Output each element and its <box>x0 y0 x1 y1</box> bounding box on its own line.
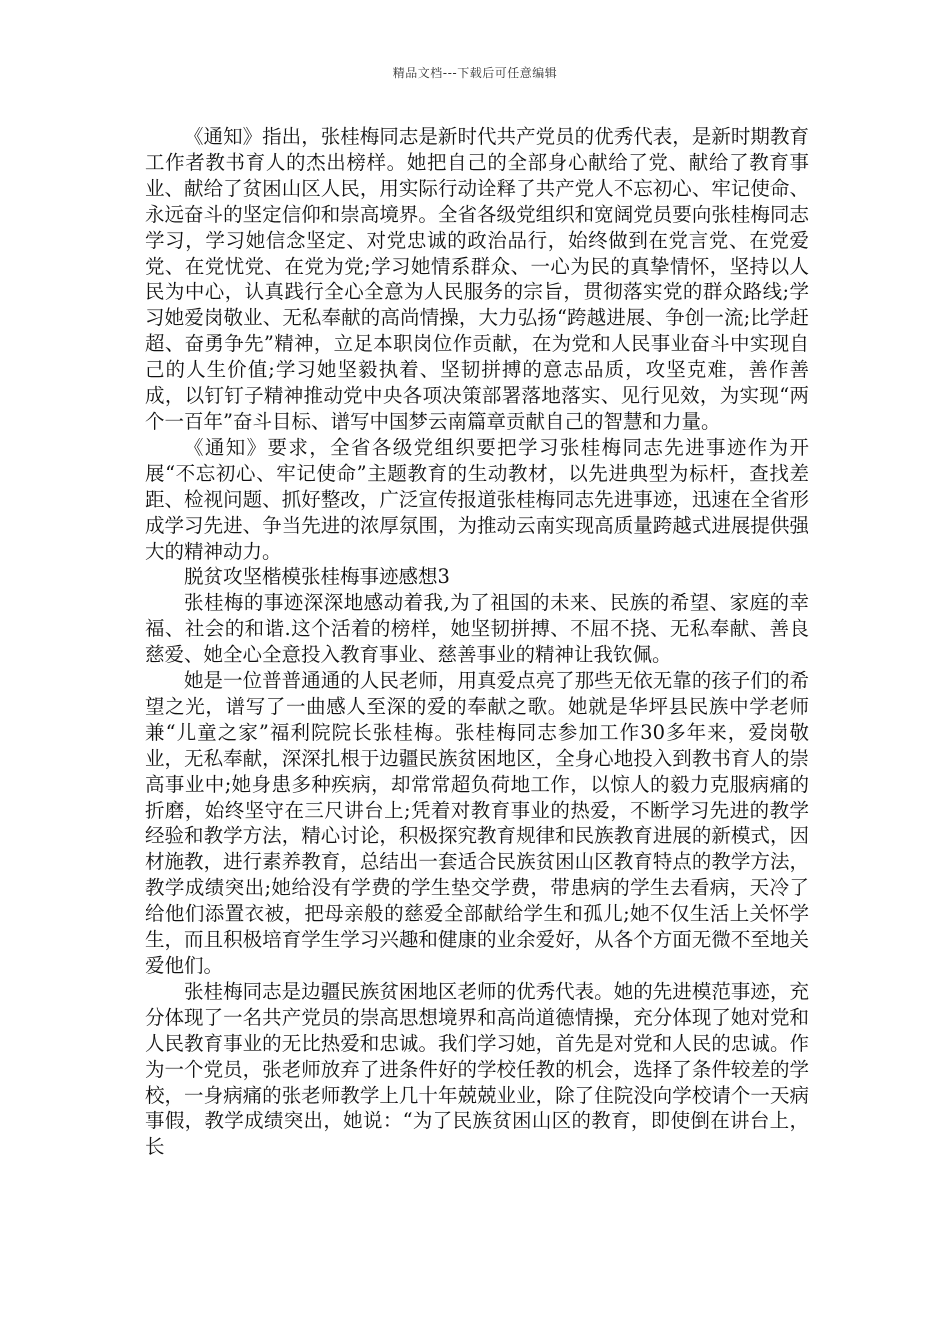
paragraph-impression: 张桂梅的事迹深深地感动着我,为了祖国的未来、民族的希望、家庭的幸福、社会的和谐.这个活着的榜样，她坚韧拼搏、不屈不挠、无私奉献、善良慈爱、她全心全意投入教育事业、慈善事业的精神让我钦佩。 <box>145 591 809 667</box>
paragraph-biography: 她是一位普普通通的人民老师，用真爱点亮了那些无依无靠的孩子们的希望之光，谱写了一曲感人至深的爱的奉献之歌。她就是华坪县民族中学老师兼“儿童之家”福利院院长张桂梅。张桂梅同志参加工作30多年来，爱岗敬业，无私奉献，深深扎根于边疆民族贫困地区，全身心地投入到教书育人的崇高事业中;她身患多种疾病，却常常超负荷地工作，以惊人的毅力克服病痛的折磨，始终坚守在三尺讲台上;凭着对教育事业的热爱，不断学习先进的教学经验和教学方法，精心讨论，积极探究教育规律和民族教育进展的新模式，因材施教，进行素养教育，总结出一套适合民族贫困山区教育特点的教学方法，教学成绩突出;她给没有学费的学生垫交学费，带患病的学生去看病，天冷了给他们添置衣被，把母亲般的慈爱全部献给学生和孤儿;她不仅生活上关怀学生，而且积极培育学生学习兴趣和健康的业余爱好，从各个方面无微不至地关爱他们。 <box>145 669 809 977</box>
document-body <box>145 124 809 1160</box>
page-header: 精品文档---下载后可任意编辑 <box>392 66 558 80</box>
section-heading: 脱贫攻坚楷模张桂梅事迹感想3 <box>184 565 450 589</box>
paragraph-representative: 张桂梅同志是边疆民族贫困地区老师的优秀代表。她的先进模范事迹，充分体现了一名共产党员的崇高思想境界和高尚道德情操，充分体现了她对党和人民教育事业的无比热爱和忠诚。我们学习她，首先是对党和人民的忠诚。作为一个党员，张老师放弃了进条件好的学校任教的机会，选择了条件较差的学校，一身病痛的张老师教学上几十年兢兢业业，除了住院没向学校请个一天病事假，教学成绩突出，她说：“为了民族贫困山区的教育，即使倒在讲台上，长 <box>145 979 809 1159</box>
paragraph-notice-summary: 《通知》指出，张桂梅同志是新时代共产党员的优秀代表，是新时期教育工作者教书育人的杰出榜样。她把自己的全部身心献给了党、献给了教育事业、献给了贫困山区人民，用实际行动诠释了共产党人不忘初心、牢记使命、永远奋斗的坚定信仰和崇高境界。全省各级党组织和宽阔党员要向张桂梅同志学习，学习她信念坚定、对党忠诚的政治品行，始终做到在党言党、在党爱党、在党忧党、在党为党;学习她情系群众、一心为民的真挚情怀，坚持以人民为中心，认真践行全心全意为人民服务的宗旨，贯彻落实党的群众路线;学习她爱岗敬业、无私奉献的高尚情操，大力弘扬“跨越进展、争创一流;比学赶超、奋勇争先”精神，立足本职岗位作贡献，在为党和人民事业奋斗中实现自己的人生价值;学习她坚毅执着、坚韧拼搏的意志品质，攻坚克难，善作善成，以钉钉子精神推动党中央各项决策部署落地落实、见行见效，为实现“两个一百年”奋斗目标、谱写中国梦云南篇章贡献自己的智慧和力量。 <box>145 125 809 433</box>
paragraph-notice-requirement: 《通知》要求，全省各级党组织要把学习张桂梅同志先进事迹作为开展“不忘初心、牢记使命”主题教育的生动教材，以先进典型为标杆，查找差距、检视问题、抓好整改，广泛宣传报道张桂梅同志先进事迹，迅速在全省形成学习先进、争当先进的浓厚氛围，为推动云南实现高质量跨越式进展提供强大的精神动力。 <box>145 435 809 563</box>
